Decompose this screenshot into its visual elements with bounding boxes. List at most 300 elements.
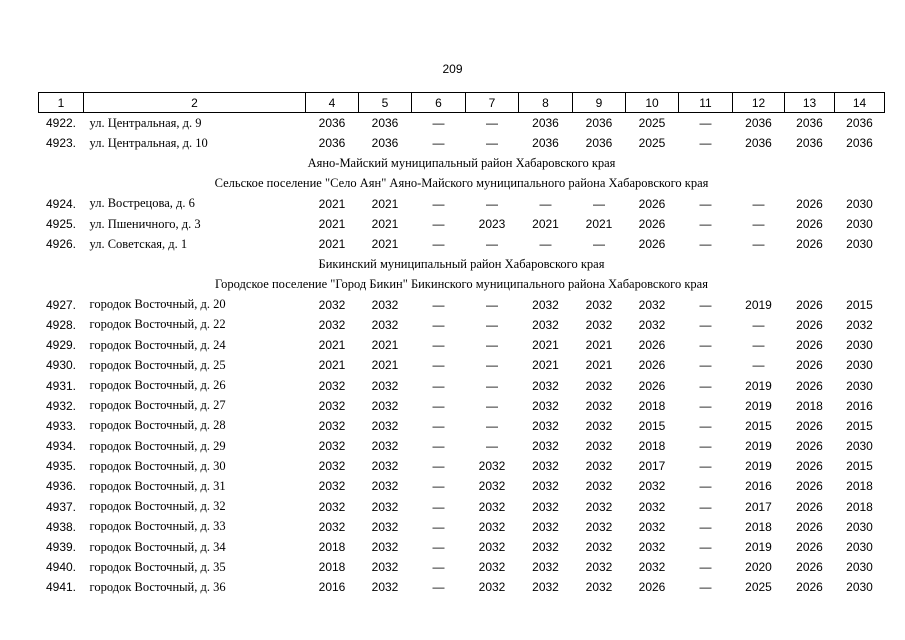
year-cell: 2032 xyxy=(371,540,399,555)
year-cell: 2026 xyxy=(796,479,823,494)
year-cell: 2032 xyxy=(585,439,613,454)
year-cell: 2026 xyxy=(796,459,823,474)
address-cell: городок Восточный, д. 30 xyxy=(89,458,226,473)
year-cell: 2030 xyxy=(846,196,873,211)
year-cell: 2030 xyxy=(846,439,873,454)
row-number: 4927. xyxy=(45,297,77,312)
year-cell: 2032 xyxy=(585,459,613,474)
year-cell: 2032 xyxy=(638,560,666,575)
row-number: 4930. xyxy=(45,358,77,373)
year-cell: 2021 xyxy=(371,358,399,373)
table-row xyxy=(39,517,885,537)
year-cell: — xyxy=(699,217,712,232)
year-cell: — xyxy=(752,196,765,211)
year-cell: 2026 xyxy=(796,237,823,252)
year-cell: 2021 xyxy=(318,338,346,353)
table-row xyxy=(39,577,885,597)
year-cell: 2021 xyxy=(585,358,613,373)
year-cell: 2032 xyxy=(371,519,399,534)
section-heading-row xyxy=(39,254,885,274)
housing-table xyxy=(38,92,885,598)
year-cell: — xyxy=(486,338,498,353)
year-cell: 2032 xyxy=(371,418,399,433)
row-number: 4941. xyxy=(45,580,77,595)
row-number: 4940. xyxy=(45,560,77,575)
year-cell: 2018 xyxy=(638,398,666,413)
year-cell: — xyxy=(432,479,445,494)
year-cell: 2026 xyxy=(796,560,823,575)
year-cell: 2026 xyxy=(796,580,823,595)
address-cell: ул. Центральная, д. 9 xyxy=(89,115,202,130)
row-number: 4929. xyxy=(45,338,77,353)
year-cell: 2032 xyxy=(371,398,399,413)
year-cell: 2032 xyxy=(318,439,346,454)
table-row xyxy=(39,436,885,456)
year-cell: 2021 xyxy=(318,358,346,373)
year-cell: 2032 xyxy=(318,479,346,494)
year-cell: — xyxy=(432,459,445,474)
year-cell: 2016 xyxy=(745,479,772,494)
page-number: 209 xyxy=(442,62,463,76)
year-cell: 2019 xyxy=(745,378,772,393)
year-cell: 2036 xyxy=(318,136,346,151)
year-cell: — xyxy=(432,439,445,454)
year-cell: 2030 xyxy=(846,217,873,232)
year-cell: 2032 xyxy=(532,418,559,433)
year-cell: — xyxy=(432,338,445,353)
table-row xyxy=(39,315,885,335)
year-cell: — xyxy=(432,378,445,393)
year-cell: — xyxy=(699,560,712,575)
year-cell: 2017 xyxy=(638,459,666,474)
address-cell: городок Восточный, д. 22 xyxy=(89,317,226,332)
year-cell: — xyxy=(432,398,445,413)
year-cell: 2032 xyxy=(585,297,613,312)
year-cell: 2030 xyxy=(846,358,873,373)
year-cell: 2032 xyxy=(638,499,666,514)
address-cell: городок Восточный, д. 29 xyxy=(89,438,226,453)
year-cell: 2032 xyxy=(532,540,559,555)
year-cell: 2032 xyxy=(318,459,346,474)
year-cell: 2026 xyxy=(638,338,666,353)
year-cell: 2019 xyxy=(745,439,772,454)
year-cell: 2032 xyxy=(638,519,666,534)
year-cell: — xyxy=(752,317,765,332)
year-cell: 2032 xyxy=(585,398,613,413)
table-row xyxy=(39,396,885,416)
address-cell: городок Восточный, д. 31 xyxy=(89,478,226,493)
column-header: 6 xyxy=(412,93,466,113)
year-cell: 2021 xyxy=(585,338,613,353)
address-cell: ул. Вострецова, д. 6 xyxy=(89,196,195,211)
year-cell: 2032 xyxy=(532,398,559,413)
year-cell: — xyxy=(486,358,498,373)
column-header: 5 xyxy=(359,93,412,113)
year-cell: 2032 xyxy=(478,519,506,534)
year-cell: 2018 xyxy=(318,540,346,555)
year-cell: 2018 xyxy=(318,560,346,575)
year-cell: 2017 xyxy=(745,499,772,514)
year-cell: 2032 xyxy=(585,560,613,575)
year-cell: 2026 xyxy=(796,358,823,373)
year-cell: 2032 xyxy=(318,418,346,433)
year-cell: 2032 xyxy=(585,378,613,393)
year-cell: 2026 xyxy=(638,580,666,595)
year-cell: 2032 xyxy=(371,459,399,474)
column-header: 8 xyxy=(519,93,573,113)
address-cell: городок Восточный, д. 33 xyxy=(89,519,226,534)
year-cell: — xyxy=(486,237,498,252)
year-cell: — xyxy=(699,519,712,534)
year-cell: 2032 xyxy=(371,479,399,494)
year-cell: 2021 xyxy=(371,196,399,211)
address-cell: городок Восточный, д. 28 xyxy=(89,418,226,433)
row-number: 4935. xyxy=(45,459,77,474)
year-cell: 2036 xyxy=(796,136,823,151)
table-row xyxy=(39,355,885,375)
year-cell: 2032 xyxy=(638,479,666,494)
year-cell: 2036 xyxy=(585,116,613,131)
table-row xyxy=(39,295,885,315)
year-cell: — xyxy=(486,317,498,332)
year-cell: 2030 xyxy=(846,519,873,534)
year-cell: — xyxy=(699,116,712,131)
year-cell: 2020 xyxy=(745,560,772,575)
row-number: 4936. xyxy=(45,479,77,494)
year-cell: 2026 xyxy=(638,358,666,373)
year-cell: 2030 xyxy=(846,540,873,555)
year-cell: 2032 xyxy=(371,378,399,393)
year-cell: 2030 xyxy=(846,378,873,393)
year-cell: 2021 xyxy=(318,196,346,211)
year-cell: — xyxy=(752,237,765,252)
year-cell: 2021 xyxy=(371,217,399,232)
year-cell: — xyxy=(539,237,552,252)
year-cell: 2032 xyxy=(846,317,873,332)
year-cell: 2036 xyxy=(796,116,823,131)
column-header: 7 xyxy=(466,93,519,113)
row-number: 4925. xyxy=(45,217,77,232)
year-cell: — xyxy=(699,196,712,211)
year-cell: — xyxy=(699,136,712,151)
year-cell: 2026 xyxy=(796,378,823,393)
year-cell: 2025 xyxy=(638,116,666,131)
year-cell: 2032 xyxy=(585,580,613,595)
year-cell: — xyxy=(432,358,445,373)
year-cell: 2036 xyxy=(745,116,772,131)
row-number: 4923. xyxy=(45,136,77,151)
table-row xyxy=(39,113,885,134)
year-cell: 2015 xyxy=(846,418,873,433)
year-cell: 2036 xyxy=(846,116,873,131)
section-heading-row xyxy=(39,153,885,173)
year-cell: 2015 xyxy=(846,459,873,474)
table-row xyxy=(39,476,885,496)
year-cell: 2026 xyxy=(796,499,823,514)
year-cell: 2021 xyxy=(532,338,559,353)
table-row xyxy=(39,335,885,355)
year-cell: 2021 xyxy=(585,217,613,232)
year-cell: — xyxy=(432,519,445,534)
year-cell: 2032 xyxy=(532,560,559,575)
year-cell: 2026 xyxy=(796,317,823,332)
row-number: 4926. xyxy=(45,237,77,252)
year-cell: 2036 xyxy=(532,116,559,131)
address-cell: городок Восточный, д. 24 xyxy=(89,337,226,352)
year-cell: 2032 xyxy=(478,580,506,595)
year-cell: — xyxy=(432,418,445,433)
address-cell: городок Восточный, д. 32 xyxy=(89,499,226,514)
column-header: 12 xyxy=(733,93,785,113)
year-cell: 2016 xyxy=(846,398,873,413)
section-heading-row xyxy=(39,174,885,194)
row-number: 4931. xyxy=(45,378,77,393)
address-cell: городок Восточный, д. 27 xyxy=(89,398,226,413)
year-cell: 2032 xyxy=(532,479,559,494)
row-number: 4933. xyxy=(45,418,77,433)
year-cell: 2026 xyxy=(796,338,823,353)
year-cell: — xyxy=(486,439,498,454)
year-cell: 2032 xyxy=(585,317,613,332)
row-number: 4934. xyxy=(45,439,77,454)
address-cell: городок Восточный, д. 35 xyxy=(89,559,226,574)
address-cell: городок Восточный, д. 26 xyxy=(89,378,226,393)
year-cell: — xyxy=(486,418,498,433)
address-cell: ул. Центральная, д. 10 xyxy=(89,135,208,150)
year-cell: 2032 xyxy=(585,479,613,494)
year-cell: 2032 xyxy=(478,560,506,575)
section-heading: Городское поселение "Город Бикин" Бикинского муниципального района Хабаровского края xyxy=(215,277,708,292)
year-cell: 2032 xyxy=(585,540,613,555)
year-cell: 2032 xyxy=(318,378,346,393)
year-cell: 2030 xyxy=(846,237,873,252)
year-cell: 2032 xyxy=(318,519,346,534)
year-cell: — xyxy=(432,317,445,332)
year-cell: 2032 xyxy=(318,317,346,332)
row-number: 4932. xyxy=(45,398,77,413)
year-cell: 2026 xyxy=(796,297,823,312)
year-cell: 2021 xyxy=(532,358,559,373)
year-cell: 2032 xyxy=(478,540,506,555)
year-cell: 2032 xyxy=(532,378,559,393)
year-cell: — xyxy=(432,560,445,575)
year-cell: — xyxy=(539,196,552,211)
year-cell: — xyxy=(432,136,445,151)
year-cell: — xyxy=(699,297,712,312)
year-cell: 2018 xyxy=(745,519,772,534)
year-cell: — xyxy=(486,136,498,151)
year-cell: — xyxy=(699,358,712,373)
year-cell: — xyxy=(699,540,712,555)
address-cell: городок Восточный, д. 36 xyxy=(89,579,226,594)
year-cell: 2018 xyxy=(846,499,873,514)
year-cell: — xyxy=(432,499,445,514)
year-cell: 2036 xyxy=(318,116,346,131)
year-cell: 2032 xyxy=(532,580,559,595)
year-cell: — xyxy=(486,378,498,393)
column-header: 14 xyxy=(835,93,885,113)
column-header: 10 xyxy=(626,93,679,113)
year-cell: 2032 xyxy=(318,297,346,312)
year-cell: 2026 xyxy=(638,217,666,232)
year-cell: 2032 xyxy=(585,499,613,514)
year-cell: 2021 xyxy=(371,338,399,353)
year-cell: 2032 xyxy=(638,297,666,312)
table-row xyxy=(39,537,885,557)
table-row xyxy=(39,375,885,395)
year-cell: — xyxy=(699,237,712,252)
year-cell: 2032 xyxy=(585,519,613,534)
year-cell: 2018 xyxy=(638,439,666,454)
year-cell: — xyxy=(752,338,765,353)
year-cell: 2036 xyxy=(371,116,399,131)
row-number: 4939. xyxy=(45,540,77,555)
column-header: 2 xyxy=(84,93,306,113)
year-cell: 2032 xyxy=(318,398,346,413)
year-cell: 2021 xyxy=(532,217,559,232)
year-cell: 2026 xyxy=(638,237,666,252)
year-cell: 2015 xyxy=(638,418,666,433)
year-cell: — xyxy=(699,398,712,413)
year-cell: — xyxy=(752,358,765,373)
column-header: 13 xyxy=(785,93,835,113)
year-cell: 2032 xyxy=(532,519,559,534)
year-cell: 2032 xyxy=(371,499,399,514)
year-cell: — xyxy=(432,580,445,595)
year-cell: 2015 xyxy=(745,418,772,433)
year-cell: 2026 xyxy=(796,540,823,555)
table-row xyxy=(39,497,885,517)
year-cell: — xyxy=(699,317,712,332)
year-cell: 2021 xyxy=(371,237,399,252)
year-cell: 2036 xyxy=(532,136,559,151)
year-cell: — xyxy=(752,217,765,232)
year-cell: 2026 xyxy=(796,519,823,534)
year-cell: 2023 xyxy=(478,217,506,232)
year-cell: 2036 xyxy=(745,136,772,151)
year-cell: — xyxy=(699,580,712,595)
year-cell: 2018 xyxy=(846,479,873,494)
year-cell: 2018 xyxy=(796,398,823,413)
year-cell: 2032 xyxy=(638,540,666,555)
column-header: 4 xyxy=(306,93,359,113)
year-cell: 2030 xyxy=(846,338,873,353)
year-cell: 2036 xyxy=(585,136,613,151)
year-cell: 2032 xyxy=(532,499,559,514)
row-number: 4928. xyxy=(45,317,77,332)
year-cell: — xyxy=(486,297,498,312)
year-cell: — xyxy=(486,116,498,131)
year-cell: 2032 xyxy=(532,439,559,454)
year-cell: 2032 xyxy=(371,580,399,595)
section-heading: Сельское поселение "Село Аян" Аяно-Майского муниципального района Хабаровского края xyxy=(214,176,709,191)
address-cell: ул. Пшеничного, д. 3 xyxy=(89,216,201,231)
year-cell: — xyxy=(699,418,712,433)
year-cell: 2032 xyxy=(532,459,559,474)
year-cell: 2019 xyxy=(745,297,772,312)
year-cell: — xyxy=(593,196,605,211)
year-cell: 2021 xyxy=(318,237,346,252)
year-cell: — xyxy=(432,116,445,131)
year-cell: — xyxy=(699,378,712,393)
row-number: 4924. xyxy=(45,196,77,211)
year-cell: — xyxy=(432,217,445,232)
year-cell: 2019 xyxy=(745,398,772,413)
year-cell: 2025 xyxy=(745,580,772,595)
year-cell: 2026 xyxy=(638,378,666,393)
year-cell: — xyxy=(432,540,445,555)
year-cell: 2032 xyxy=(478,479,506,494)
year-cell: 2021 xyxy=(318,217,346,232)
section-heading: Аяно-Майский муниципальный район Хабаровского края xyxy=(307,155,616,170)
year-cell: — xyxy=(699,459,712,474)
column-header: 9 xyxy=(573,93,626,113)
year-cell: — xyxy=(699,499,712,514)
section-heading-row xyxy=(39,275,885,295)
table-row xyxy=(39,234,885,254)
year-cell: — xyxy=(486,196,498,211)
year-cell: 2016 xyxy=(318,580,346,595)
year-cell: — xyxy=(699,479,712,494)
column-header: 11 xyxy=(679,93,733,113)
year-cell: 2026 xyxy=(796,217,823,232)
year-cell: 2026 xyxy=(638,196,666,211)
year-cell: 2026 xyxy=(796,196,823,211)
address-cell: ул. Советская, д. 1 xyxy=(89,236,188,251)
year-cell: 2032 xyxy=(532,317,559,332)
table-row xyxy=(39,214,885,234)
year-cell: — xyxy=(486,398,498,413)
year-cell: 2032 xyxy=(532,297,559,312)
year-cell: 2032 xyxy=(371,317,399,332)
section-heading: Бикинский муниципальный район Хабаровского края xyxy=(318,256,605,271)
year-cell: 2032 xyxy=(478,459,506,474)
year-cell: 2025 xyxy=(638,136,666,151)
table-row xyxy=(39,194,885,214)
year-cell: 2030 xyxy=(846,580,873,595)
row-number: 4938. xyxy=(45,519,77,534)
table-row xyxy=(39,557,885,577)
year-cell: 2019 xyxy=(745,459,772,474)
table-row xyxy=(39,133,885,153)
year-cell: — xyxy=(432,237,445,252)
row-number: 4937. xyxy=(45,499,77,514)
table-body xyxy=(39,113,885,598)
column-header: 1 xyxy=(39,93,84,113)
year-cell: 2036 xyxy=(371,136,399,151)
year-cell: 2032 xyxy=(371,439,399,454)
address-cell: городок Восточный, д. 25 xyxy=(89,357,226,372)
year-cell: 2030 xyxy=(846,560,873,575)
row-number: 4922. xyxy=(45,116,77,131)
year-cell: — xyxy=(699,338,712,353)
year-cell: 2032 xyxy=(478,499,506,514)
year-cell: 2032 xyxy=(371,560,399,575)
year-cell: — xyxy=(593,237,605,252)
year-cell: — xyxy=(432,297,445,312)
year-cell: 2032 xyxy=(318,499,346,514)
table-header-row xyxy=(39,93,885,113)
year-cell: 2026 xyxy=(796,418,823,433)
year-cell: — xyxy=(699,439,712,454)
year-cell: — xyxy=(432,196,445,211)
address-cell: городок Восточный, д. 20 xyxy=(89,297,226,312)
year-cell: 2026 xyxy=(796,439,823,454)
year-cell: 2015 xyxy=(846,297,873,312)
table-row xyxy=(39,416,885,436)
year-cell: 2019 xyxy=(745,540,772,555)
address-cell: городок Восточный, д. 34 xyxy=(89,539,226,554)
